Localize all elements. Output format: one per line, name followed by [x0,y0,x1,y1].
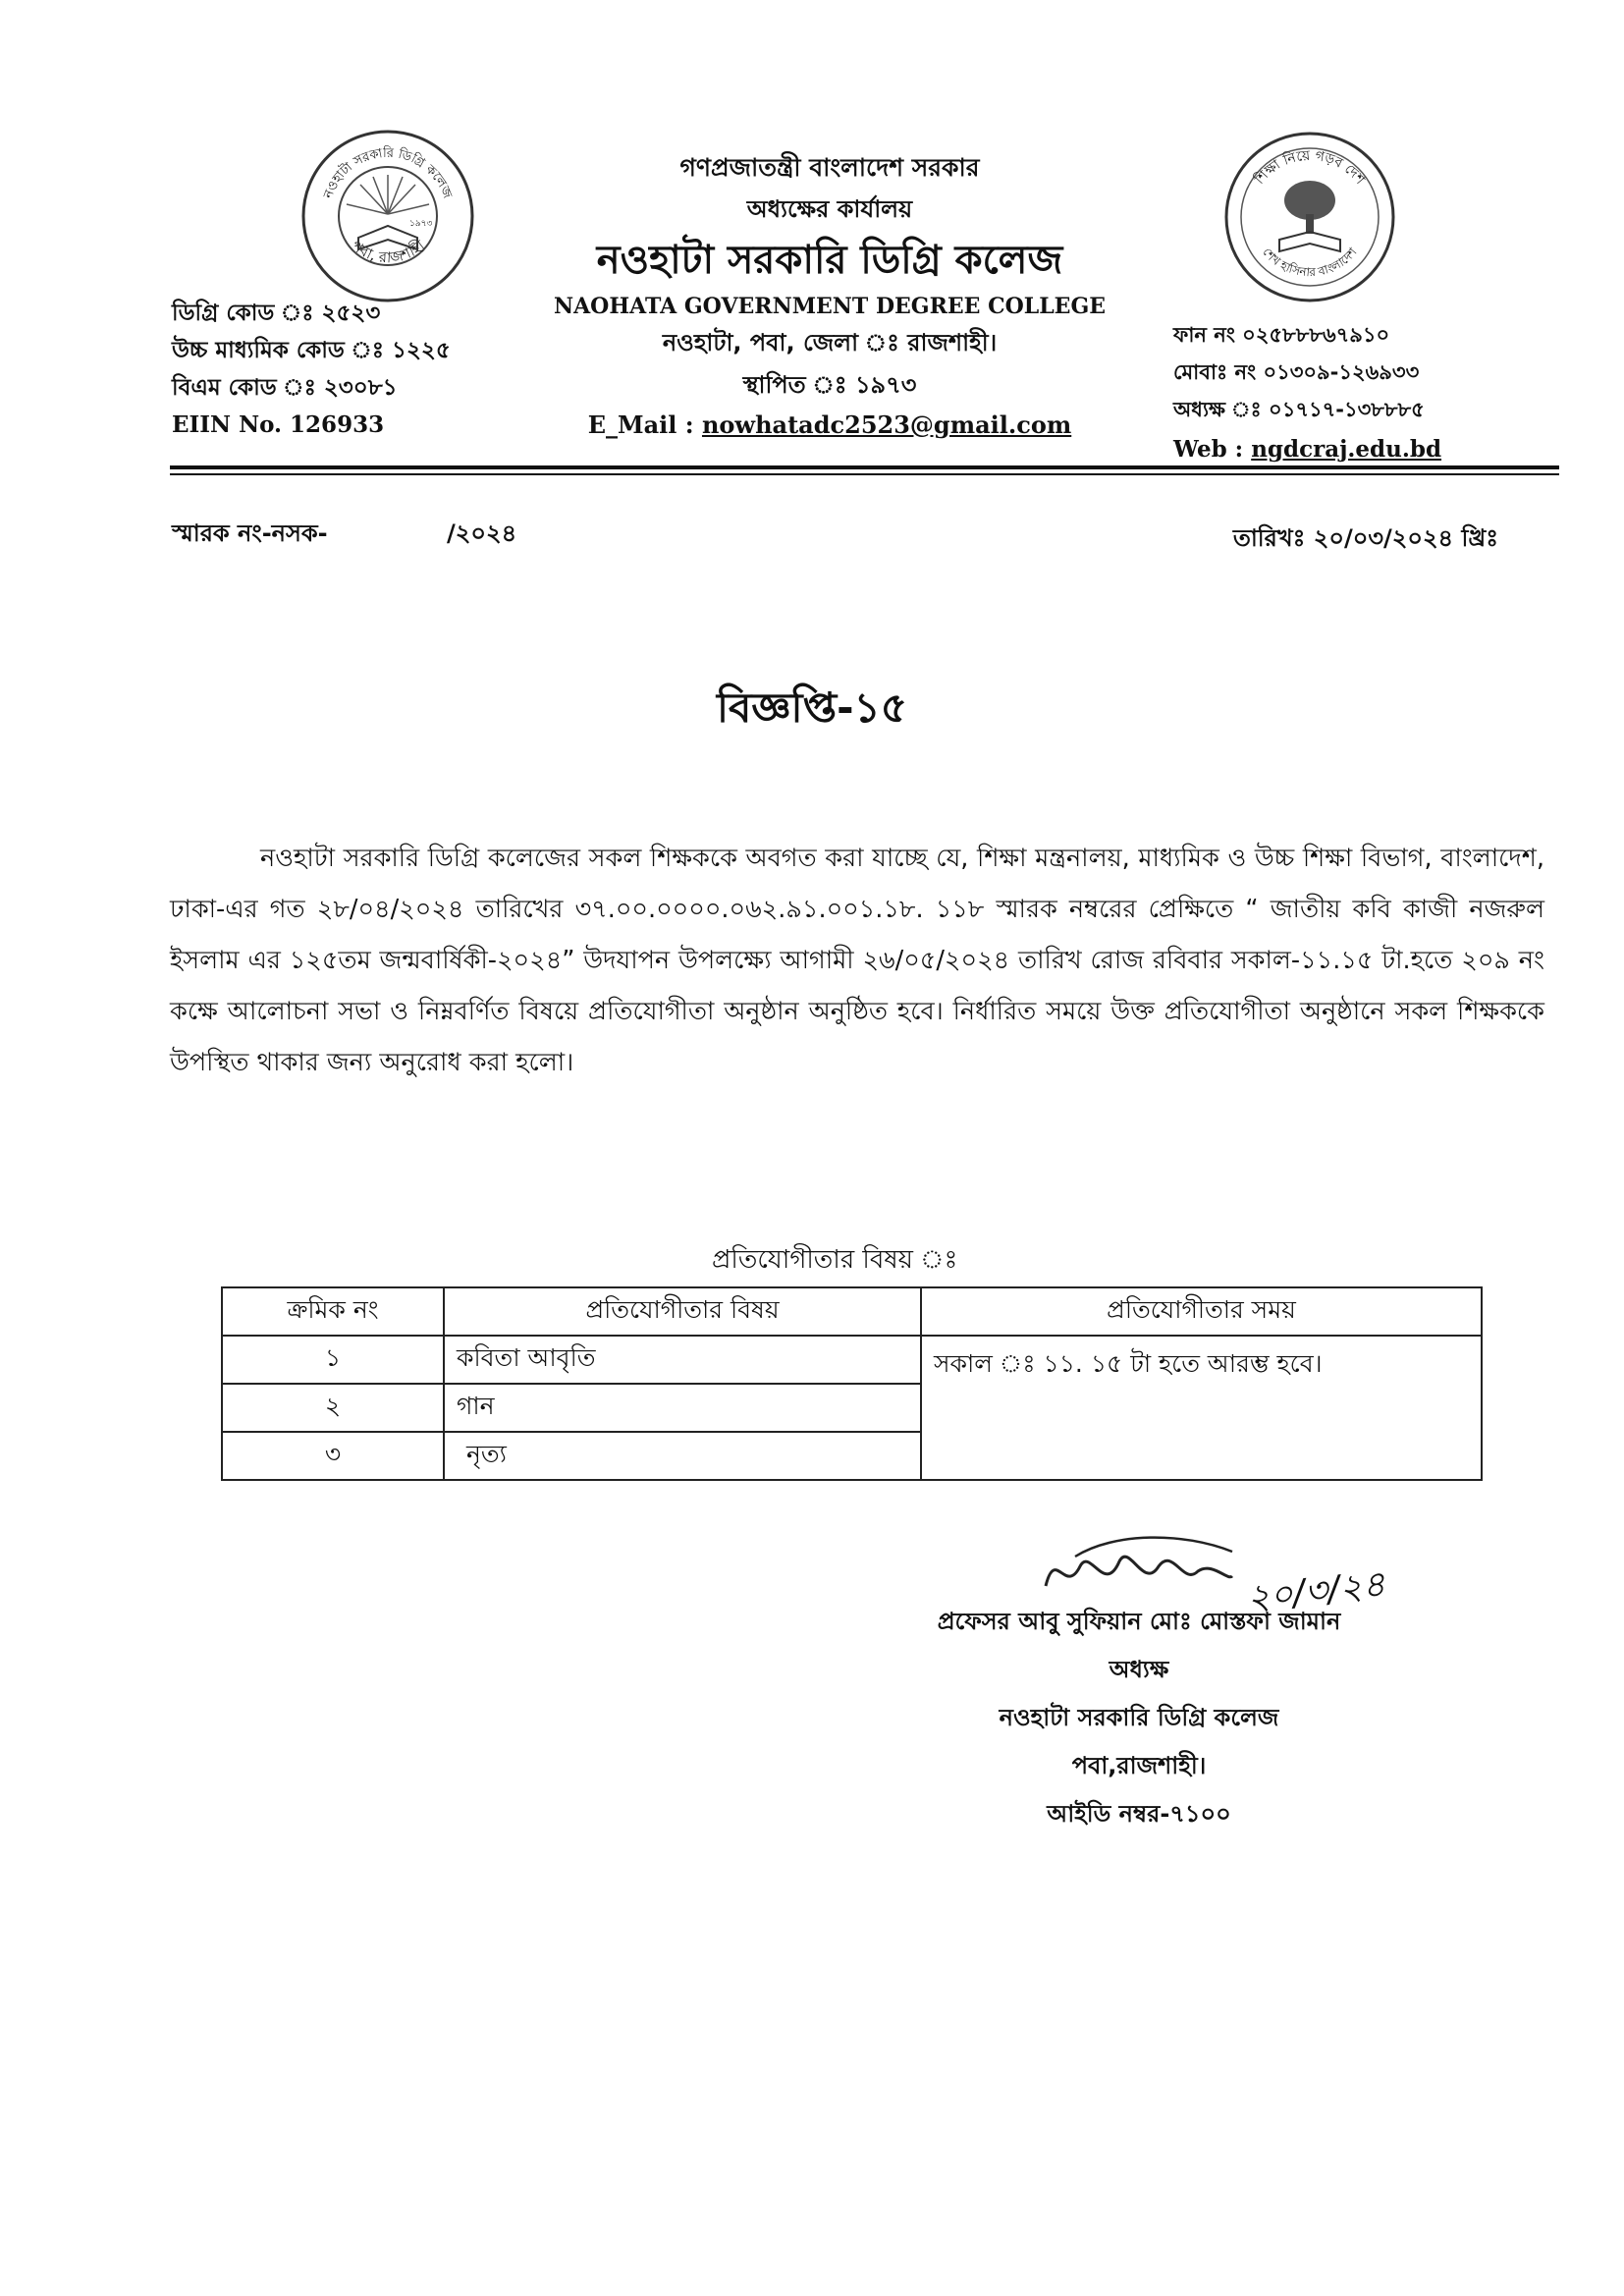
table-row [222,1336,1482,1384]
signature-date: ২০/৩/২৪ [1244,1563,1387,1619]
mobile-number: মোবাঃ নং ০১৩০৯-১২৬৯৩৩ [1173,360,1420,384]
competition-table [221,1286,1483,1481]
row-serial: ২ [222,1384,444,1432]
office-title: অধ্যক্ষের কার্যালয় [746,195,913,223]
established: স্থাপিত ঃ ১৯৭৩ [742,371,917,399]
govt-title: গণপ্রজাতন্ত্রী বাংলাদেশ সরকার [679,153,980,182]
web-link[interactable]: ngdcraj.edu.bd [1251,436,1442,463]
table-caption: প্রতিযোগীতার বিষয় ঃ [712,1245,958,1275]
logo-bottom-text: শেখ হাসিনার বাংলাদেশ [1260,245,1360,280]
eiin-number: EIIN No. 126933 [172,411,385,438]
header-divider-thin [170,473,1559,475]
row-serial: ৩ [222,1432,444,1480]
notice-paragraph: নওহাটা সরকারি ডিগ্রি কলেজের সকল শিক্ষককে অবগত করা যাচ্ছে যে, শিক্ষা মন্ত্রনালয়, মাধ্যমিক ও উচ্চ শিক্ষা বিভাগ, বাংলাদেশ, ঢাকা-এর গত ২৮/০৪/২০২৪ তারিখের ৩৭.০০.০০০০.০৬২.৯১.০০১.১৮. ১১৮ স্মারক নম্বরের প্রেক্ষিতে “ জাতীয় কবি কাজী নজরুল ইসলাম এর ১২৫তম জন্মবার্ষিকী-২০২৪” উদযাপন উপলক্ষ্যে আগামী ২৬/০৫/২০২৪ তারিখ রোজ রবিবার সকাল-১১.১৫ টা.হতে ২০৯ নং কক্ষে আলোচনা সভা ও নিম্নবর্ণিত বিষয়ে প্রতিযোগীতা অনুষ্ঠান অনুষ্ঠিত হবে। নির্ধারিত সময়ে উক্ত প্রতিযোগীতা অনুষ্ঠানে সকল শিক্ষককে উপস্থিত থাকার জন্য অনুরোধ করা হলো। [170,844,1544,1077]
hsc-code: উচ্চ মাধ্যমিক কোড ঃ ১২২৫ [172,338,451,363]
row-serial: ১ [222,1336,444,1384]
row-subject: নৃত্য [444,1432,921,1480]
notice-body [170,833,1544,1088]
notice-title: বিজ্ঞপ্তি-১৫ [716,683,908,732]
email-label: E_Mail : [587,410,702,439]
signatory-id: আইডি নম্বর-৭১০০ [1047,1800,1231,1828]
seal-year: ১৯৭৩ [409,219,433,229]
bm-code: বিএম কোড ঃ ২৩০৮১ [172,375,398,401]
email-line [471,407,1188,444]
header-time: প্রতিযোগীতার সময় [921,1287,1482,1336]
web-label: Web : [1173,436,1252,463]
logo-motto-text: শিক্ষা নিয়ে গড়ব দেশ [1252,147,1368,188]
college-address: নওহাটা, পবা, জেলা ঃ রাজশাহী। [662,329,998,356]
college-seal-logo [299,128,476,304]
svg-text:শেখ হাসিনার বাংলাদেশ [1260,245,1360,279]
header-subject: প্রতিযোগীতার বিষয় [444,1287,921,1336]
header-divider [170,465,1559,469]
memo-ref [172,516,328,555]
row-subject: কবিতা আবৃতি [444,1336,921,1384]
phone-number: ফান নং ০২৫৮৮৮৬৭৯১০ [1173,323,1390,347]
seal-bottom-text: পবা, রাজশাহী [348,236,428,267]
memo-ref-label: স্মারক নং-নসক- [172,519,328,547]
principal-mobile: অধ্যক্ষ ঃ ০১৭১৭-১৩৮৮৮৫ [1173,398,1425,421]
degree-code: ডিগ্রি কোড ঃ ২৫২৩ [172,301,381,326]
header-serial: ক্রমিক নং [222,1287,444,1336]
competition-time: সকাল ঃ ১১. ১৫ টা হতে আরম্ভ হবে। [921,1336,1482,1480]
motto-logo [1222,130,1397,304]
signatory-name: প্রফেসর আবু সুফিয়ান মোঃ মোস্তফা জামান [937,1608,1341,1635]
row-subject: গান [444,1384,921,1432]
signatory-location: পবা,রাজশাহী। [1071,1752,1207,1779]
svg-text:পবা, রাজশাহী [348,237,428,267]
signatory-college: নওহাটা সরকারি ডিগ্রি কলেজ [999,1704,1279,1731]
college-name-en: NAOHATA GOVERNMENT DEGREE COLLEGE [554,294,1106,319]
memo-date: তারিখঃ ২০/০৩/২০২৪ খ্রিঃ [1232,524,1498,552]
signatory-designation: অধ্যক্ষ [1109,1656,1169,1683]
memo-ref-year: /২০২৪ [447,519,517,547]
table-header-row [222,1287,1482,1336]
college-name-bn: নওহাটা সরকারি ডিগ্রি কলেজ [596,238,1063,283]
seal-top-text: নওহাটা সরকারি ডিগ্রি কলেজ [321,145,455,201]
email-link[interactable]: nowhatadc2523@gmail.com [701,410,1072,439]
